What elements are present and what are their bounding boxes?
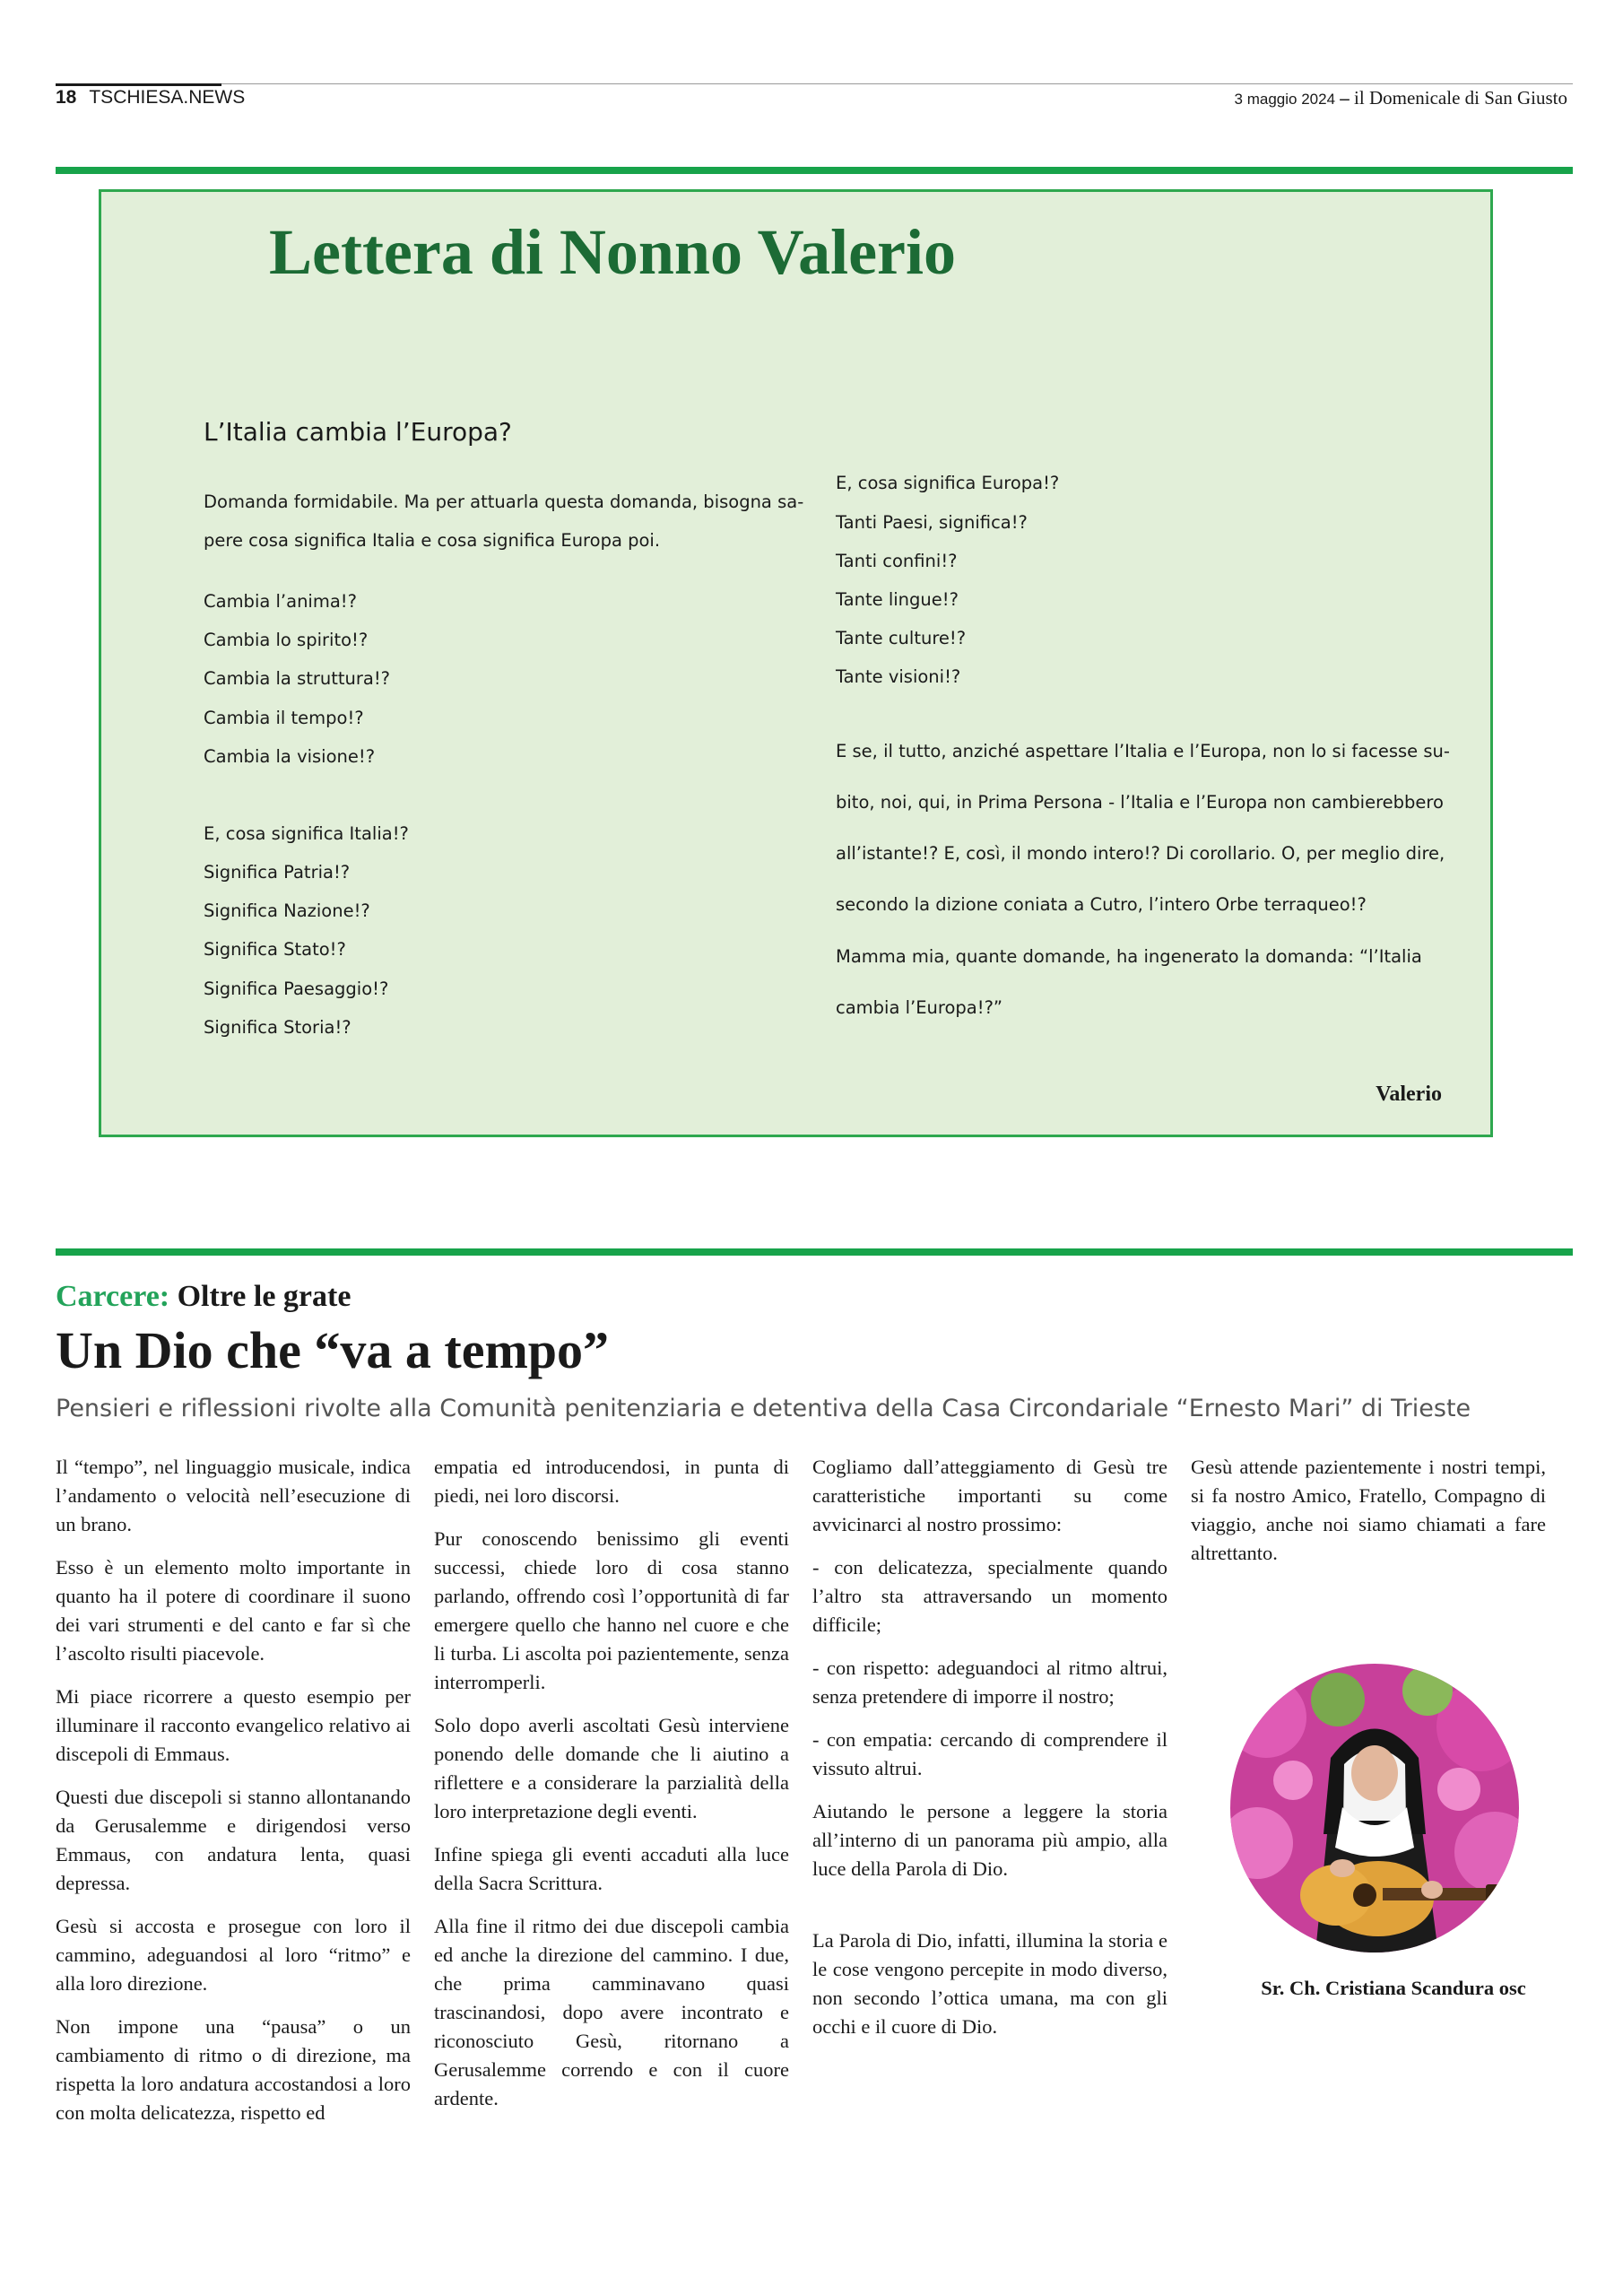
europa-line: Tante lingue!? [836,589,959,610]
paragraph: Non impone una “pausa” o un cambiamento di ritmo o di direzione, ma rispetta la loro andatura accostandosi a loro con molta delicatezza, rispetto ed [56,2015,411,2124]
article-column-4 [1191,1453,1546,1582]
letter-signature: Valerio [1376,1083,1442,1106]
paragraph: - con delicatezza, specialmente quando l’altro sta attraversando un momento difficile; [812,1556,1167,1636]
cambia-line: Cambia la struttura!? [204,668,391,689]
site-name[interactable]: TSCHIESA.NEWS [89,87,246,108]
cambia-line: Cambia lo spirito!? [204,630,369,650]
paragraph: - con rispetto: adeguandoci al ritmo altrui, senza pretendere di imporre il nostro; [812,1657,1167,1708]
paragraph: Mi piace ricorrere a questo esempio per illuminare il racconto evangelico relativo ai discepoli di Emmaus. [56,1685,411,1765]
europa-line: Tanti Paesi, significa!? [836,512,1028,533]
article-category: Carcere: [56,1280,170,1313]
europa-line: Tante culture!? [836,628,967,648]
header-dash [56,83,221,86]
article-column-3 [812,1453,1167,2056]
letter-intro-line-2: pere cosa significa Italia e cosa significa Europa poi. [204,530,661,551]
paragraph: Infine spiega gli eventi accaduti alla luce della Sacra Scrittura. [434,1843,789,1894]
paragraph: Cogliamo dall’atteggiamento di Gesù tre caratteristiche importanti su come avvicinarci al nostro prossimo: [812,1456,1167,1535]
europa-line: Tanti confini!? [836,551,958,571]
author-caption: Sr. Ch. Cristiana Scandura osc [1261,1977,1526,1999]
paragraph: Solo dopo averli ascoltati Gesù interviene ponendo delle domande che li aiutino a riflettere e a considerare la parzialità della loro interpretazione degli eventi. [434,1714,789,1822]
paragraph: Pur conoscendo benissimo gli eventi successi, chiede loro di cosa stanno parlando, offrendo così l’opportunità di far emergere quello che hanno nel cuore e che li turba. Li ascolta poi pazientemente, senza interromperli. [434,1527,789,1693]
section-divider-top [56,167,1573,174]
author-photo-illustration [1230,1664,1519,1952]
header-rule [56,83,1573,84]
italia-line: Significa Storia!? [204,1017,352,1038]
closing-line: E se, il tutto, anziché aspettare l’Italia e l’Europa, non lo si facesse su- [836,741,1450,761]
cambia-line: Cambia il tempo!? [204,708,364,728]
cambia-line: Cambia l’anima!? [204,591,357,612]
author-photo [1230,1664,1519,1952]
section-divider-middle [56,1248,1573,1256]
header-left [56,87,245,109]
paragraph: Gesù attende pazientemente i nostri tempi, si fa nostro Amico, Fratello, Compagno di viaggio, anche noi siamo chiamati a fare altrettanto. [1191,1456,1546,1564]
closing-line: all’istante!? E, così, il mondo intero!? Di corollario. O, per meglio dire, [836,843,1445,864]
letter-title: Lettera di Nonno Valerio [269,216,956,288]
issue-date: 3 maggio 2024 [1234,91,1336,108]
paragraph: Aiutando le persone a leggere la storia all’interno di un panorama più ampio, alla luce della Parola di Dio. [812,1800,1167,1880]
paragraph: empatia ed introducendosi, in punta di piedi, nei loro discorsi. [434,1456,789,1507]
letter-intro-line-1: Domanda formidabile. Ma per attuarla questa domanda, bisogna sa- [204,491,804,512]
article-column-2 [434,1453,789,2127]
article-subhead: Pensieri e riflessioni rivolte alla Comunità penitenziaria e detentiva della Casa Circondariale “Ernesto Mari” di Trieste [56,1395,1471,1422]
paragraph: Gesù si accosta e prosegue con loro il cammino, adeguandosi al loro “ritmo” e alla loro direzione. [56,1915,411,1995]
italia-line: Significa Patria!? [204,862,351,883]
article-kicker [56,1280,351,1314]
paragraph: Alla fine il ritmo dei due discepoli cambia ed anche la direzione del cammino. I due, che prima camminavano quasi trascinandosi, dopo avere incontrato e riconosciuto Gesù, ritornano a Gerusalemme correndo e con il cuore ardente. [434,1915,789,2109]
header-separator: – [1335,87,1355,109]
closing-line: Mamma mia, quante domande, ha ingenerato la domanda: “l’Italia [836,946,1422,967]
paragraph: La Parola di Dio, infatti, illumina la storia e le cose vengono percepite in modo diverso, non secondo l’ottica umana, ma con gli occhi e il cuore di Dio. [812,1929,1167,2038]
paragraph: Esso è un elemento molto importante in quanto ha il potere di coordinare il suono dei vari strumenti e del canto e far sì che l’ascolto risulti piacevole. [56,1556,411,1665]
closing-line: cambia l’Europa!?” [836,997,1003,1018]
page-number: 18 [56,87,77,108]
italia-line: Significa Nazione!? [204,900,370,921]
closing-line: bito, noi, qui, in Prima Persona - l’Italia e l’Europa non cambierebbero [836,792,1444,813]
cambia-line: Cambia la visione!? [204,746,376,767]
europa-line: E, cosa significa Europa!? [836,473,1060,493]
europa-line: Tante visioni!? [836,666,961,687]
article-kicker-text: Oltre le grate [177,1280,352,1313]
header-right [1235,87,1567,109]
paragraph: Il “tempo”, nel linguaggio musicale, indica l’andamento o velocità nell’esecuzione di un brano. [56,1456,411,1535]
paragraph: Questi due discepoli si stanno allontanando da Gerusalemme e dirigendosi verso Emmaus, con andatura lenta, quasi depressa. [56,1786,411,1894]
closing-line: secondo la dizione coniata a Cutro, l’intero Orbe terraqueo!? [836,894,1367,915]
publication-name: il Domenicale di San Giusto [1354,87,1567,109]
italia-line: E, cosa significa Italia!? [204,823,409,844]
italia-line: Significa Paesaggio!? [204,978,389,999]
article-column-1 [56,1453,411,2142]
paragraph: - con empatia: cercando di comprendere il vissuto altrui. [812,1728,1167,1779]
letter-question: L’Italia cambia l’Europa? [204,417,512,447]
article-headline: Un Dio che “va a tempo” [56,1321,610,1379]
italia-line: Significa Stato!? [204,939,346,960]
